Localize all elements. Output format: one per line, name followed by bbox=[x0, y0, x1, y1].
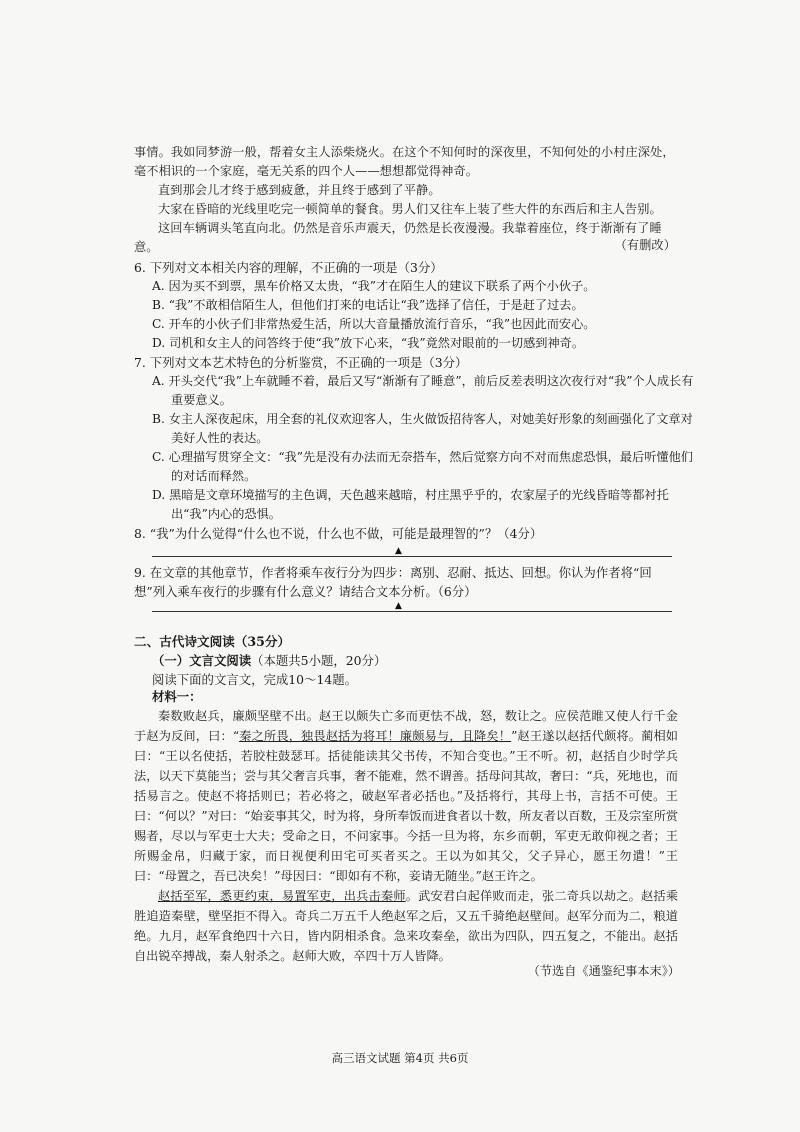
story-paragraph-2: 直到那会儿才终于感到疲惫，并且终于感到了平静。 bbox=[158, 183, 441, 197]
classical-p1-text-a: 秦数败赵兵，廉颇坚壁不出。赵王以颇失亡多而更怯不战，怒，数让之。应侯范睢又使人行千金于赵为反间，曰：“ bbox=[134, 709, 678, 743]
classical-p1-underlined: 秦之所畏，独畏赵括为将耳！廉颇易与，且降矣！ bbox=[239, 729, 512, 743]
classical-p2-underlined: 赵括至军，悉更约束，易置军吏，出兵击秦师 bbox=[158, 889, 406, 903]
classical-p1-text-b: ”赵王遂以赵括代颇将。蔺相如曰：“王以名使括，若胶柱鼓瑟耳。括徒能读其父书传，不知合变也。”王不听。初，赵括自少时学兵法，以天下莫能当；尝与其父奢言兵事，奢不能难，然不谓善。括母问其故，奢曰：“兵，死地也，而括易言之。使赵不将括则已；若必将之，破赵军者必括也。”及括将行，其母上书，言括不可使。王曰：“何以？”对曰：“始妾事其父，时为将，身所奉饭而进食者以十数，所友者以百数，王及宗室所赏赐者，尽以与军吏士大夫；受命之日，不问家事。今括一旦为将，东乡而朝，军吏无敢仰视之者；王所赐金帛，归藏于家，而日视便利田宅可买者买之。王以为如其父，父子异心，愿王勿遣！”王曰：“母置之，吾已决矣！”母因曰：“即如有不称，妾请无随坐。”赵王许之。 bbox=[134, 729, 678, 883]
story-note: （有删改） bbox=[614, 238, 676, 252]
question-7-option-b: B. 女主人深夜起床，用全套的礼仪欢迎客人，生火做饭招待客人，对她美好形象的刻画强化了文章对美好人性的表达。 bbox=[152, 412, 693, 445]
section-2-sub1-note: （本题共5小题，20分） bbox=[251, 653, 387, 668]
question-9-answer-line bbox=[152, 611, 672, 612]
section-2-instruction: 阅读下面的文言文，完成10～14题。 bbox=[152, 672, 358, 687]
section-2-title: 二、古代诗文阅读（35分） bbox=[134, 634, 291, 649]
classical-paragraph-1 bbox=[134, 706, 678, 886]
question-8-stem: 8. “我”为什么觉得“什么也不说，什么也不做，可能是最理智的”？（4分） bbox=[134, 526, 543, 541]
material-1-label: 材料一： bbox=[152, 689, 202, 704]
question-7-stem: 7. 下列对文本艺术特色的分析鉴赏，不正确的一项是（3分） bbox=[134, 355, 468, 370]
section-2-sub1 bbox=[152, 651, 386, 670]
question-8-answer-line bbox=[152, 556, 672, 557]
question-6-option-d: D. 司机和女主人的问答终于使“我”放下心来，“我”竟然对眼前的一切感到神奇。 bbox=[152, 336, 585, 350]
story-paragraph-3: 大家在昏暗的光线里吃完一顿简单的餐食。男人们又往车上装了些大件的东西后和主人告别。 bbox=[158, 202, 662, 216]
question-7-option-c: C. 心理描写贯穿全文：“我”先是没有办法而无奈搭车，然后觉察方向不对而焦虑恐惧，最后听懂他们的对话而释然。 bbox=[152, 450, 693, 483]
question-8-answer-mark: ▲ bbox=[395, 546, 402, 556]
question-9-stem: 9. 在文章的其他章节，作者将乘车夜行分为四步：离别、忍耐、抵达、回想。你认为作者将“回想”列入乘车夜行的步骤有什么意义？请结合文本分析。（6分） bbox=[134, 565, 652, 599]
story-paragraph-4: 这回车辆调头笔直向北。仍然是音乐声震天，仍然是长夜漫漫。我靠着座位，终于渐渐有了睡意。 bbox=[134, 221, 662, 254]
classical-paragraph-2 bbox=[134, 886, 678, 966]
question-7-option-a: A. 开头交代“我”上车就睡不着，最后又写“渐渐有了睡意”，前后反差表明这次夜行对“我”个人成长有重要意义。 bbox=[152, 374, 694, 407]
question-6-stem: 6. 下列对文本相关内容的理解，不正确的一项是（3分） bbox=[134, 260, 443, 275]
story-paragraph-1: 事情。我如同梦游一般，帮着女主人添柴烧火。在这个不知何时的深夜里，不知何处的小村庄深处，毫不相识的一个家庭，毫无关系的四个人——想想都觉得神奇。 bbox=[134, 145, 675, 178]
page-footer: 高三语文试题 第4页 共6页 bbox=[331, 1051, 469, 1065]
question-7-option-d: D. 黑暗是文章环境描写的主色调，天色越来越暗，村庄黑乎乎的，农家屋子的光线昏暗等都衬托出“我”内心的恐惧。 bbox=[152, 488, 669, 521]
question-6-option-b: B. “我”不敢相信陌生人，但他们打来的电话让“我”选择了信任，于是赶了过去。 bbox=[152, 298, 584, 312]
classical-source: （节选自《通鉴纪事本末》） bbox=[527, 964, 680, 978]
section-2-sub1-title: （一）文言文阅读 bbox=[152, 653, 252, 668]
classical-p2-text: 。武安君白起佯败而走，张二奇兵以劫之。赵括乘胜追造秦壁，壁坚拒不得入。奇兵二万五千人绝赵军之后，又五千骑绝赵壁间。赵军分而为二，粮道绝。九月，赵军食绝四十六日，皆内阴相杀食。急来攻秦垒，欲出为四队，四五复之，不能出。赵括自出锐卒搏战，秦人射杀之。赵师大败，卒四十万人皆降。 bbox=[134, 889, 679, 963]
question-9-answer-mark: ▲ bbox=[395, 601, 402, 611]
question-6-option-a: A. 因为买不到票，黑车价格又太贵，“我”才在陌生人的建议下联系了两个小伙子。 bbox=[152, 279, 596, 293]
question-6-option-c: C. 开车的小伙子们非常热爱生活，所以大音量播放流行音乐，“我”也因此而安心。 bbox=[152, 317, 596, 331]
